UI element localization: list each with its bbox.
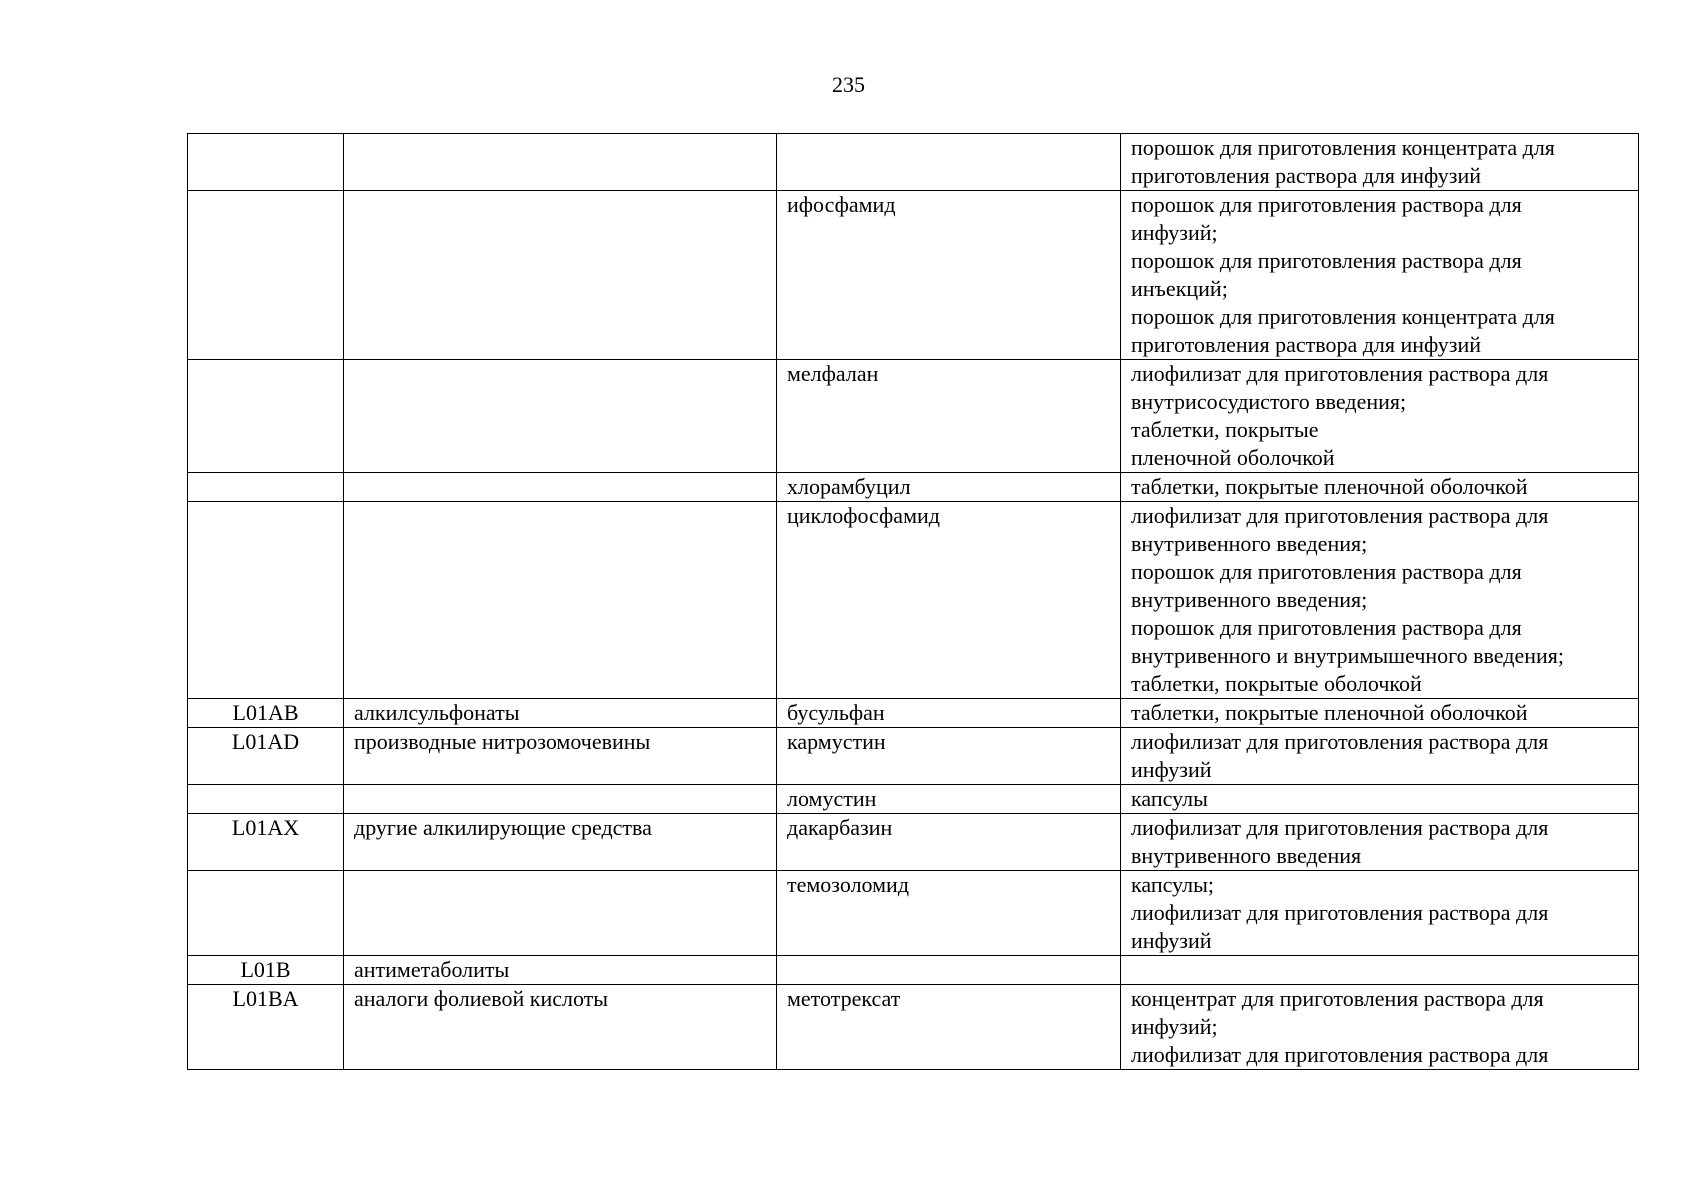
dosage-form-line: внутривенного введения; xyxy=(1131,587,1368,612)
atc-code-cell: L01BA xyxy=(188,985,344,1070)
dosage-form-line: порошок для приготовления раствора для xyxy=(1131,559,1522,584)
table-body xyxy=(188,134,1639,1070)
dosage-form-line: пленочной оболочкой xyxy=(1131,445,1335,470)
group-name-cell: производные нитрозомочевины xyxy=(344,728,777,785)
table-row xyxy=(188,985,1639,1070)
dosage-form-line: капсулы; xyxy=(1131,872,1214,897)
drug-name-cell: дакарбазин xyxy=(777,814,1121,871)
dosage-form-line: порошок для приготовления раствора для xyxy=(1131,248,1522,273)
dosage-forms-cell xyxy=(1121,728,1639,785)
dosage-form-line: порошок для приготовления концентрата для xyxy=(1131,135,1555,160)
dosage-forms-cell xyxy=(1121,360,1639,473)
table-row xyxy=(188,871,1639,956)
dosage-form-line: инфузий xyxy=(1131,928,1212,953)
atc-code-cell xyxy=(188,502,344,699)
dosage-form-line: лиофилизат для приготовления раствора для xyxy=(1131,900,1549,925)
drug-name-cell: ломустин xyxy=(777,785,1121,814)
table-row xyxy=(188,956,1639,985)
drug-table xyxy=(187,133,1639,1070)
atc-code-cell xyxy=(188,785,344,814)
dosage-form-line: инъекций; xyxy=(1131,276,1228,301)
dosage-form-line: лиофилизат для приготовления раствора для xyxy=(1131,815,1549,840)
drug-name-cell: ифосфамид xyxy=(777,191,1121,360)
dosage-form-line: таблетки, покрытые xyxy=(1131,417,1319,442)
dosage-forms-cell xyxy=(1121,785,1639,814)
dosage-form-line: концентрат для приготовления раствора для xyxy=(1131,986,1544,1011)
table-row xyxy=(188,728,1639,785)
dosage-forms-cell xyxy=(1121,871,1639,956)
dosage-form-line: порошок для приготовления раствора для xyxy=(1131,615,1522,640)
dosage-form-line: лиофилизат для приготовления раствора для xyxy=(1131,1042,1549,1067)
dosage-form-line: инфузий; xyxy=(1131,1014,1218,1039)
atc-code-cell: L01AD xyxy=(188,728,344,785)
atc-code-cell xyxy=(188,134,344,191)
drug-name-cell: бусульфан xyxy=(777,699,1121,728)
table-row xyxy=(188,502,1639,699)
dosage-form-line: внутривенного введения; xyxy=(1131,531,1368,556)
dosage-form-line xyxy=(1131,956,1628,984)
drug-name-cell: циклофосфамид xyxy=(777,502,1121,699)
group-name-cell xyxy=(344,134,777,191)
dosage-form-line: лиофилизат для приготовления раствора для xyxy=(1131,361,1549,386)
dosage-form-line: капсулы xyxy=(1131,786,1208,811)
atc-code-cell xyxy=(188,473,344,502)
table-row xyxy=(188,699,1639,728)
dosage-form-line: инфузий xyxy=(1131,757,1212,782)
table-row xyxy=(188,473,1639,502)
atc-code-cell: L01AX xyxy=(188,814,344,871)
table-row xyxy=(188,191,1639,360)
atc-code-cell xyxy=(188,191,344,360)
group-name-cell xyxy=(344,871,777,956)
drug-name-cell xyxy=(777,956,1121,985)
drug-name-cell: темозоломид xyxy=(777,871,1121,956)
group-name-cell xyxy=(344,360,777,473)
group-name-cell: антиметаболиты xyxy=(344,956,777,985)
table-row xyxy=(188,360,1639,473)
dosage-forms-cell xyxy=(1121,191,1639,360)
group-name-cell: алкилсульфонаты xyxy=(344,699,777,728)
group-name-cell: аналоги фолиевой кислоты xyxy=(344,985,777,1070)
group-name-cell xyxy=(344,785,777,814)
dosage-form-line: инфузий; xyxy=(1131,220,1218,245)
dosage-form-line: таблетки, покрытые оболочкой xyxy=(1131,671,1422,696)
group-name-cell xyxy=(344,502,777,699)
group-name-cell xyxy=(344,473,777,502)
group-name-cell: другие алкилирующие средства xyxy=(344,814,777,871)
dosage-forms-cell xyxy=(1121,699,1639,728)
table-row xyxy=(188,785,1639,814)
atc-code-cell xyxy=(188,360,344,473)
group-name-cell xyxy=(344,191,777,360)
table-row xyxy=(188,814,1639,871)
page-number: 235 xyxy=(832,72,865,97)
dosage-form-line: внутривенного и внутримышечного введения; xyxy=(1131,643,1564,668)
dosage-forms-cell xyxy=(1121,814,1639,871)
dosage-form-line: таблетки, покрытые пленочной оболочкой xyxy=(1131,700,1528,725)
dosage-form-line: таблетки, покрытые пленочной оболочкой xyxy=(1131,474,1528,499)
dosage-form-line: внутривенного введения xyxy=(1131,843,1362,868)
dosage-forms-cell xyxy=(1121,502,1639,699)
dosage-form-line: приготовления раствора для инфузий xyxy=(1131,332,1481,357)
table-row xyxy=(188,134,1639,191)
dosage-form-line: лиофилизат для приготовления раствора для xyxy=(1131,503,1549,528)
drug-name-cell: кармустин xyxy=(777,728,1121,785)
atc-code-cell xyxy=(188,871,344,956)
dosage-forms-cell xyxy=(1121,473,1639,502)
drug-name-cell: метотрексат xyxy=(777,985,1121,1070)
dosage-form-line: приготовления раствора для инфузий xyxy=(1131,163,1481,188)
dosage-form-line: порошок для приготовления раствора для xyxy=(1131,192,1522,217)
atc-code-cell: L01AB xyxy=(188,699,344,728)
dosage-forms-cell xyxy=(1121,985,1639,1070)
drug-name-cell xyxy=(777,134,1121,191)
drug-name-cell: мелфалан xyxy=(777,360,1121,473)
dosage-form-line: порошок для приготовления концентрата для xyxy=(1131,304,1555,329)
dosage-form-line: внутрисосудистого введения; xyxy=(1131,389,1407,414)
drug-name-cell: хлорамбуцил xyxy=(777,473,1121,502)
dosage-form-line: лиофилизат для приготовления раствора для xyxy=(1131,729,1549,754)
atc-code-cell: L01B xyxy=(188,956,344,985)
dosage-forms-cell xyxy=(1121,956,1639,985)
dosage-forms-cell xyxy=(1121,134,1639,191)
